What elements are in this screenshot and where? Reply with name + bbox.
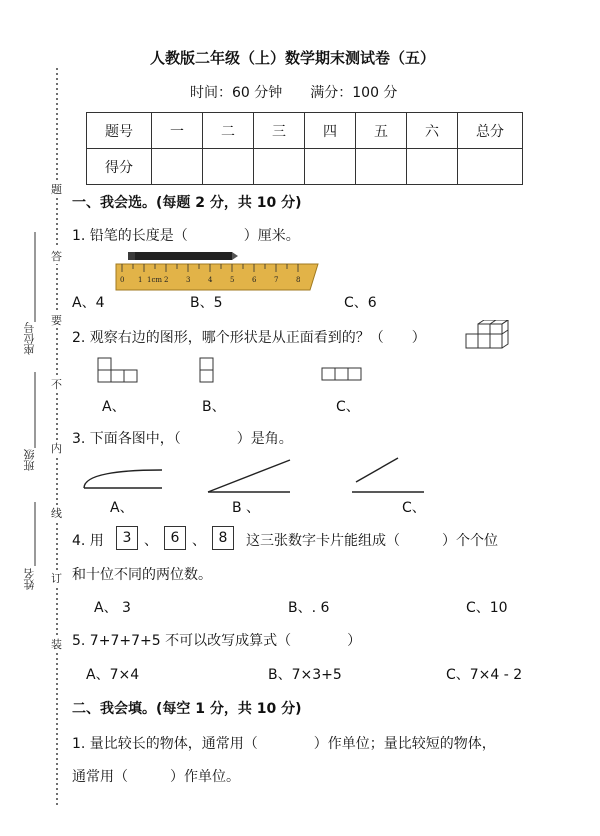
ruler-number: 8 [296,276,301,284]
q5-option-a[interactable]: A、7×4 [86,667,140,683]
score-header-cell: 总分 [458,113,523,149]
class-label: 班级 [23,449,36,471]
score-cell[interactable] [356,149,407,185]
q4-text-before: 4. 用 [72,533,104,549]
q2-option-a[interactable]: A、 [102,399,126,415]
q3-figure-c [350,456,428,496]
ruler-number: 6 [252,276,257,284]
score-table [86,112,523,185]
section2-heading: 二、我会填。(每空 1 分，共 10 分) [72,701,302,717]
ruler-number: 0 [120,276,125,284]
q4-text-after: 这三张数字卡片能组成（ ）个个位 [246,533,498,549]
q1-option-b[interactable]: B、5 [190,295,223,311]
q3-option-c[interactable]: C、 [402,500,426,516]
s2-q1-line2: 通常用（ ）作单位。 [72,769,240,785]
q5-option-c[interactable]: C、7×4 - 2 [446,667,523,683]
q4-option-c[interactable]: C、10 [466,600,508,616]
ruler-number: 1cm [147,276,163,284]
score-header-cell: 题号 [87,113,152,149]
score-header-cell: 五 [356,113,407,149]
q2-option-c[interactable]: C、 [336,399,360,415]
score-header-cell: 四 [305,113,356,149]
ruler-number: 7 [274,276,279,284]
page-title: 人教版二年级（上）数学期末测试卷（五） [150,49,436,67]
pencil-ruler-image [114,248,320,294]
q2-figure-b [198,356,218,384]
q3-figure-b [206,458,294,496]
score-header-row [87,113,523,149]
seat-number-blank[interactable] [22,232,36,322]
q3-option-a[interactable]: A、 [110,500,134,516]
score-cell[interactable] [305,149,356,185]
q1-option-a[interactable]: A、4 [72,295,105,311]
score-row-label: 得分 [87,149,152,185]
binding-char: 内 [51,442,62,455]
q5-text: 5. 7+7+7+5 不可以改写成算式（ ） [72,633,362,649]
seat-number-label: 座位号 [23,322,36,355]
ruler-number: 3 [186,276,191,284]
score-header-cell: 六 [407,113,458,149]
q2-figure-c [320,366,364,382]
q2-option-b[interactable]: B、 [202,399,226,415]
score-header-cell: 一 [152,113,203,149]
binding-char: 装 [51,638,62,651]
name-label: 姓名 [23,568,36,590]
binding-char: 要 [51,314,62,327]
class-blank[interactable] [22,372,36,448]
score-row [87,149,523,185]
score-cell[interactable] [203,149,254,185]
binding-char: 线 [51,507,62,520]
section1-heading: 一、我会选。(每题 2 分，共 10 分) [72,195,302,211]
q4-option-b[interactable]: B、. 6 [288,600,330,616]
score-cell[interactable] [407,149,458,185]
cube-stack-figure [462,320,512,352]
binding-char: 答 [51,250,62,263]
score-cell[interactable] [254,149,305,185]
exam-info: 时间：60 分钟 满分：100 分 [190,85,398,101]
q4-option-a[interactable]: A、 3 [94,600,131,616]
score-cell[interactable] [152,149,203,185]
q4-text-line2: 和十位不同的两位数。 [72,567,212,583]
q1-option-c[interactable]: C、6 [344,295,377,311]
binding-dotted-line [54,68,60,808]
card-separator: 、 [144,533,158,549]
ruler-number: 4 [208,276,213,284]
q1-text: 1. 铅笔的长度是（ ）厘米。 [72,228,300,244]
number-card: 8 [212,526,234,550]
ruler-number: 5 [230,276,235,284]
q2-text: 2. 观察右边的图形，哪个形状是从正面看到的？（ ） [72,330,426,346]
number-card: 3 [116,526,138,550]
q2-figure-a [96,356,140,384]
ruler-number: 1 [138,276,143,284]
q3-option-b[interactable]: B 、 [232,500,261,516]
ruler-number: 2 [164,276,169,284]
card-separator: 、 [192,533,206,549]
score-header-cell: 三 [254,113,305,149]
binding-char: 不 [51,378,62,391]
q3-text: 3. 下面各图中，（ ）是角。 [72,431,293,447]
number-card: 6 [164,526,186,550]
s2-q1-line1: 1. 量比较长的物体，通常用（ ）作单位；量比较短的物体， [72,736,496,752]
binding-char: 题 [51,183,62,196]
binding-char: 订 [51,572,62,585]
score-header-cell: 二 [203,113,254,149]
q3-figure-a [80,464,166,492]
score-cell[interactable] [458,149,523,185]
name-blank[interactable] [22,502,36,566]
q5-option-b[interactable]: B、7×3+5 [268,667,342,683]
